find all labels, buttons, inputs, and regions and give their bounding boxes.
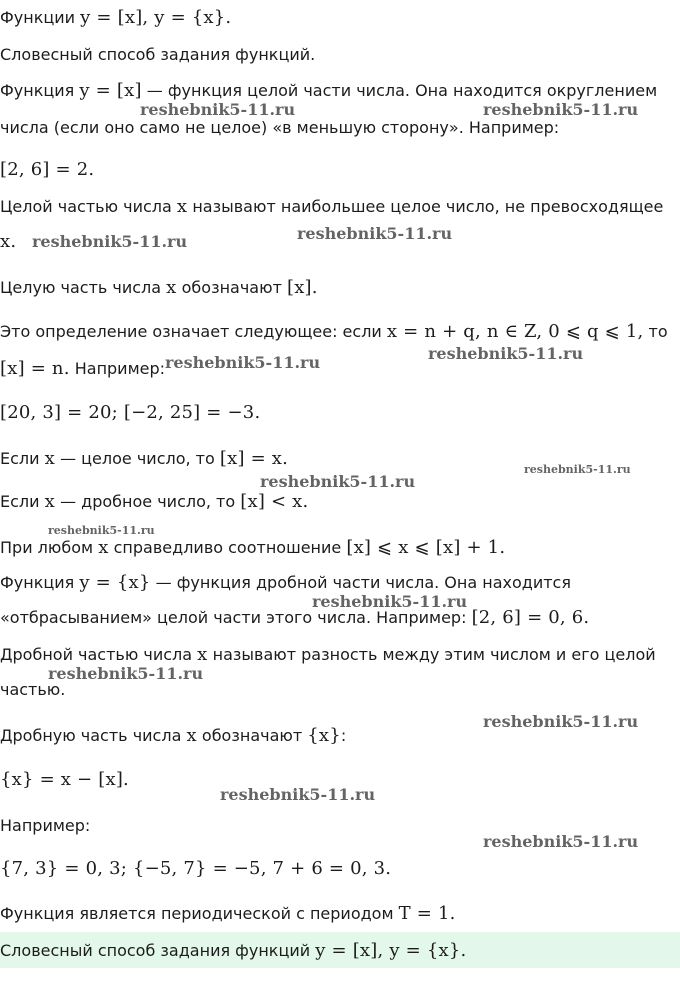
watermark: reshebnik5-11.ru bbox=[428, 344, 584, 363]
paragraph-integer-def-line2: числа (если оно само не целое) «в меньшую сторону». Например: bbox=[0, 118, 560, 137]
watermark: reshebnik5-11.ru bbox=[483, 832, 639, 851]
watermark: reshebnik5-11.ru bbox=[483, 712, 639, 731]
paragraph-inequality: При любом x справедливо соотношение [x] ⩽ x ⩽ [x] + 1. bbox=[0, 537, 506, 558]
paragraph-integer-def-line1: Функция y = [x] — функция целой части числа. Она находится округлением bbox=[0, 80, 658, 101]
watermark: reshebnik5-11.ru bbox=[483, 100, 639, 119]
paragraph-fractional-notation: Дробную часть числа x обозначают {x}: bbox=[0, 725, 347, 746]
watermark: reshebnik5-11.ru bbox=[260, 472, 416, 491]
example-integer-part: [2, 6] = 2. bbox=[0, 159, 95, 180]
paragraph-fractional-part-line2: частью. bbox=[0, 680, 66, 699]
example-integer-parts: [20, 3] = 20; [−2, 25] = −3. bbox=[0, 402, 261, 423]
example-fractional-parts: {7, 3} = 0, 3; {−5, 7} = −5, 7 + 6 = 0, 3. bbox=[0, 858, 392, 879]
paragraph-fraction-case: Если x — дробное число, то [x] < x. bbox=[0, 491, 309, 512]
paragraph-example-label: Например: bbox=[0, 816, 91, 835]
watermark: reshebnik5-11.ru bbox=[524, 463, 631, 476]
paragraph-integer-part-line2: x. bbox=[0, 231, 17, 252]
paragraph-fractional-def-line1: Функция y = {x} — функция дробной части числа. Она находится bbox=[0, 572, 571, 593]
paragraph-fractional-part-line1: Дробной частью числа x называют разность между этим числом и его целой bbox=[0, 644, 656, 665]
footer-link-text[interactable]: Словесный способ задания функций y = [x], y = {x}. bbox=[0, 940, 467, 961]
paragraph-periodic: Функция является периодической с периодом T = 1. bbox=[0, 903, 456, 924]
watermark: reshebnik5-11.ru bbox=[297, 224, 453, 243]
paragraph-definition-line1: Это определение означает следующее: если x = n + q, n ∈ Z, 0 ⩽ q ⩽ 1, то bbox=[0, 321, 668, 342]
paragraph-integer-notation: Целую часть числа x обозначают [x]. bbox=[0, 277, 318, 298]
watermark: reshebnik5-11.ru bbox=[220, 785, 376, 804]
watermark: reshebnik5-11.ru bbox=[32, 232, 188, 251]
paragraph-fractional-def-line2: «отбрасыванием» целой части этого числа. Например: [2, 6] = 0, 6. bbox=[0, 607, 590, 628]
watermark: reshebnik5-11.ru bbox=[48, 524, 155, 537]
paragraph-integer-part-line1: Целой частью числа x называют наибольшее целое число, не превосходящее bbox=[0, 196, 664, 217]
paragraph-integer-case: Если x — целое число, то [x] = x. bbox=[0, 448, 289, 469]
subtitle: Словесный способ задания функций. bbox=[0, 45, 316, 64]
watermark: reshebnik5-11.ru bbox=[48, 664, 204, 683]
formula-fractional-part: {x} = x − [x]. bbox=[0, 769, 129, 790]
watermark: reshebnik5-11.ru bbox=[165, 353, 321, 372]
paragraph-definition-line2: [x] = n. Например: bbox=[0, 358, 166, 379]
watermark: reshebnik5-11.ru bbox=[140, 100, 296, 119]
watermark: reshebnik5-11.ru bbox=[312, 592, 468, 611]
page-title: Функции y = [x], y = {x}. bbox=[0, 7, 232, 28]
